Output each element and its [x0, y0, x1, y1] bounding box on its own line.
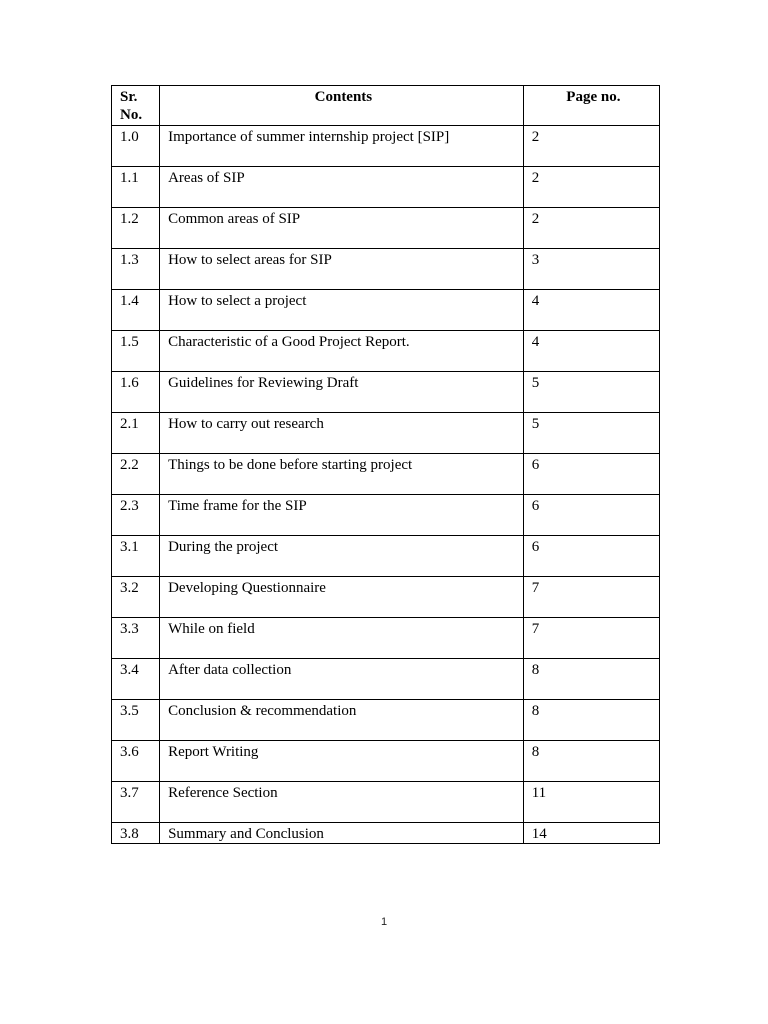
row-content: While on field [160, 618, 524, 659]
table-row [112, 741, 660, 782]
header-page-no: Page no. [523, 86, 659, 126]
row-page-no: 2 [523, 208, 659, 249]
row-content: Characteristic of a Good Project Report. [160, 331, 524, 372]
row-sr-no: 3.8 [112, 823, 160, 844]
row-content: Reference Section [160, 782, 524, 823]
row-page-no: 5 [523, 372, 659, 413]
table-row [112, 454, 660, 495]
contents-table [111, 85, 660, 844]
table-row [112, 618, 660, 659]
table-row [112, 290, 660, 331]
row-page-no: 6 [523, 536, 659, 577]
row-sr-no: 1.2 [112, 208, 160, 249]
row-sr-no: 2.2 [112, 454, 160, 495]
table-row [112, 167, 660, 208]
header-sr-no: Sr. No. [112, 86, 160, 126]
row-sr-no: 1.1 [112, 167, 160, 208]
row-sr-no: 3.6 [112, 741, 160, 782]
row-page-no: 4 [523, 290, 659, 331]
row-page-no: 8 [523, 700, 659, 741]
table-row [112, 823, 660, 844]
row-page-no: 7 [523, 577, 659, 618]
table-body [112, 126, 660, 844]
row-sr-no: 2.3 [112, 495, 160, 536]
row-content: Developing Questionnaire [160, 577, 524, 618]
row-page-no: 2 [523, 167, 659, 208]
row-sr-no: 3.2 [112, 577, 160, 618]
row-page-no: 2 [523, 126, 659, 167]
row-page-no: 8 [523, 659, 659, 700]
row-sr-no: 1.5 [112, 331, 160, 372]
row-page-no: 11 [523, 782, 659, 823]
row-sr-no: 2.1 [112, 413, 160, 454]
row-sr-no: 1.3 [112, 249, 160, 290]
row-content: Report Writing [160, 741, 524, 782]
header-contents: Contents [160, 86, 524, 126]
row-content: How to carry out research [160, 413, 524, 454]
row-content: Things to be done before starting project [160, 454, 524, 495]
row-content: After data collection [160, 659, 524, 700]
table-row [112, 536, 660, 577]
row-page-no: 6 [523, 495, 659, 536]
row-content: How to select a project [160, 290, 524, 331]
row-content: How to select areas for SIP [160, 249, 524, 290]
row-page-no: 14 [523, 823, 659, 844]
row-sr-no: 3.4 [112, 659, 160, 700]
row-content: During the project [160, 536, 524, 577]
table-header-row [112, 86, 660, 126]
row-sr-no: 3.5 [112, 700, 160, 741]
table-row [112, 659, 660, 700]
row-sr-no: 3.7 [112, 782, 160, 823]
row-sr-no: 3.3 [112, 618, 160, 659]
table-row [112, 331, 660, 372]
row-page-no: 8 [523, 741, 659, 782]
page-number: 1 [380, 916, 388, 928]
row-content: Common areas of SIP [160, 208, 524, 249]
row-sr-no: 3.1 [112, 536, 160, 577]
row-sr-no: 1.4 [112, 290, 160, 331]
table-row [112, 577, 660, 618]
row-page-no: 5 [523, 413, 659, 454]
table-row [112, 208, 660, 249]
row-page-no: 6 [523, 454, 659, 495]
table-row [112, 495, 660, 536]
row-content: Areas of SIP [160, 167, 524, 208]
row-page-no: 4 [523, 331, 659, 372]
row-sr-no: 1.0 [112, 126, 160, 167]
table-row [112, 700, 660, 741]
table-row [112, 413, 660, 454]
table-row [112, 372, 660, 413]
table-row [112, 126, 660, 167]
row-content: Time frame for the SIP [160, 495, 524, 536]
row-content: Guidelines for Reviewing Draft [160, 372, 524, 413]
table-row [112, 782, 660, 823]
row-content: Importance of summer internship project [SIP] [160, 126, 524, 167]
row-content: Conclusion & recommendation [160, 700, 524, 741]
row-page-no: 7 [523, 618, 659, 659]
row-page-no: 3 [523, 249, 659, 290]
row-content: Summary and Conclusion [160, 823, 524, 844]
table-row [112, 249, 660, 290]
row-sr-no: 1.6 [112, 372, 160, 413]
